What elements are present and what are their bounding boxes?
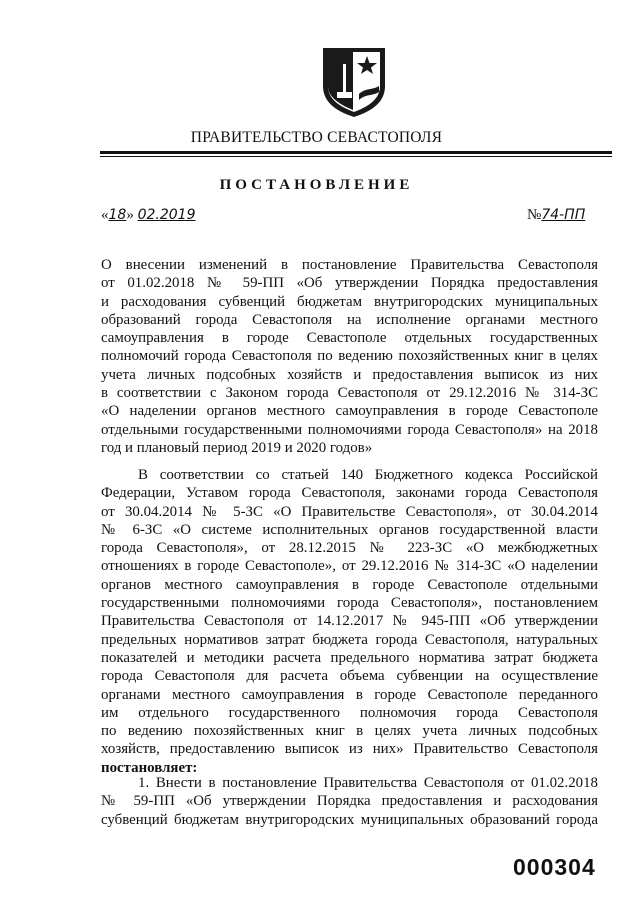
subject-line: отдельными государственными полномочиями города Севастополя» на 2018 bbox=[101, 421, 598, 438]
subject-line: в соответствии с Законом города Севастополя от 29.12.2016 № 314-ЗС bbox=[101, 385, 598, 402]
document-type: ПОСТАНОВЛЕНИЕ bbox=[219, 177, 414, 193]
basis-line: отношениях в городе Севастополе», от 29.12.2016 № 314-ЗС «О наделении bbox=[101, 558, 598, 575]
number-value: 74-ПП bbox=[541, 207, 586, 223]
basis-line: предельных нормативов затрат бюджета города Севастополя, натуральных bbox=[101, 631, 598, 648]
item-1-paragraph bbox=[101, 774, 598, 829]
date-open-quote: « bbox=[101, 207, 109, 223]
document-date bbox=[101, 207, 195, 224]
basis-line: города Севастополя», от 28.12.2015 № 223-ЗС «О межбюджетных bbox=[101, 540, 598, 557]
header-rule-thin bbox=[100, 156, 612, 157]
basis-line: государственными полномочиями города Севастополя», постановлением bbox=[101, 595, 598, 612]
resolves-word: постановляет: bbox=[101, 759, 198, 776]
subject-line: О внесении изменений в постановление Правительства Севастополя bbox=[101, 257, 598, 273]
basis-line: хозяйств, предоставлению выписок из них» Правительство Севастополя bbox=[101, 741, 598, 758]
date-close-quote: » bbox=[126, 207, 134, 223]
basis-line: города Севастополя для расчета объема субвенции на осуществление bbox=[101, 668, 598, 685]
subject-line: «О наделении органов местного самоуправления в городе Севастополе bbox=[101, 403, 598, 420]
subject-paragraph bbox=[101, 256, 598, 457]
sevastopol-coat-of-arms bbox=[319, 42, 389, 118]
subject-line: от 01.02.2018 № 59-ПП «Об утверждении Порядка предоставления bbox=[101, 275, 598, 292]
basis-line: по ведению похозяйственных книг в целях учета личных подсобных bbox=[101, 723, 598, 740]
basis-line: им отдельного государственного полномочия города Севастополя bbox=[101, 704, 598, 721]
number-sign: № bbox=[527, 207, 542, 223]
basis-line: № 6-ЗС «О системе исполнительных органов государственной власти bbox=[101, 521, 598, 538]
page-serial-number: 000304 bbox=[513, 854, 596, 880]
document-number bbox=[527, 207, 585, 224]
basis-line: органов местного самоуправления в городе Севастополе отдельными bbox=[101, 576, 598, 593]
date-month-year: 02.2019 bbox=[137, 207, 196, 223]
item-line: субвенций бюджетам внутригородских муниципальных образований города bbox=[101, 811, 598, 828]
item-line: № 59-ПП «Об утверждении Порядка предоставления и расходования bbox=[101, 793, 598, 810]
basis-line: Правительства Севастополя от 14.12.2017 № 945-ПП «Об утверждении bbox=[101, 613, 598, 630]
subject-line: образований города Севастополя на исполнение органами местного bbox=[101, 311, 598, 328]
item-line: 1. Внести в постановление Правительства Севастополя от 01.02.2018 bbox=[138, 775, 598, 791]
basis-line: показателей и методики расчета предельного норматива затрат бюджета bbox=[101, 649, 598, 666]
subject-line: год и плановый период 2019 и 2020 годов» bbox=[101, 439, 373, 456]
date-day: 18 bbox=[108, 207, 127, 223]
subject-line: учета личных подсобных хозяйств и предоставления выписок из них bbox=[101, 366, 598, 383]
basis-paragraph bbox=[101, 466, 598, 777]
header-rule-thick bbox=[100, 151, 612, 154]
subject-line: и расходования субвенций бюджетам внутригородских муниципальных bbox=[101, 293, 598, 310]
basis-line: органами местного самоуправления в городе Севастополе переданного bbox=[101, 686, 598, 703]
basis-line: Федерации, Уставом города Севастополя, законами города Севастополя bbox=[101, 485, 598, 502]
subject-line: самоуправления в городе Севастополе отдельных государственных bbox=[101, 330, 598, 347]
basis-line: от 30.04.2014 № 5-ЗС «О Правительстве Севастополя», от 30.04.2014 bbox=[101, 503, 598, 520]
organization-name: ПРАВИТЕЛЬСТВО СЕВАСТОПОЛЯ bbox=[190, 129, 443, 146]
basis-line: В соответствии со статьей 140 Бюджетного кодекса Российской bbox=[138, 467, 598, 483]
subject-line: полномочий города Севастополя по ведению похозяйственных книг в целях bbox=[101, 348, 598, 365]
